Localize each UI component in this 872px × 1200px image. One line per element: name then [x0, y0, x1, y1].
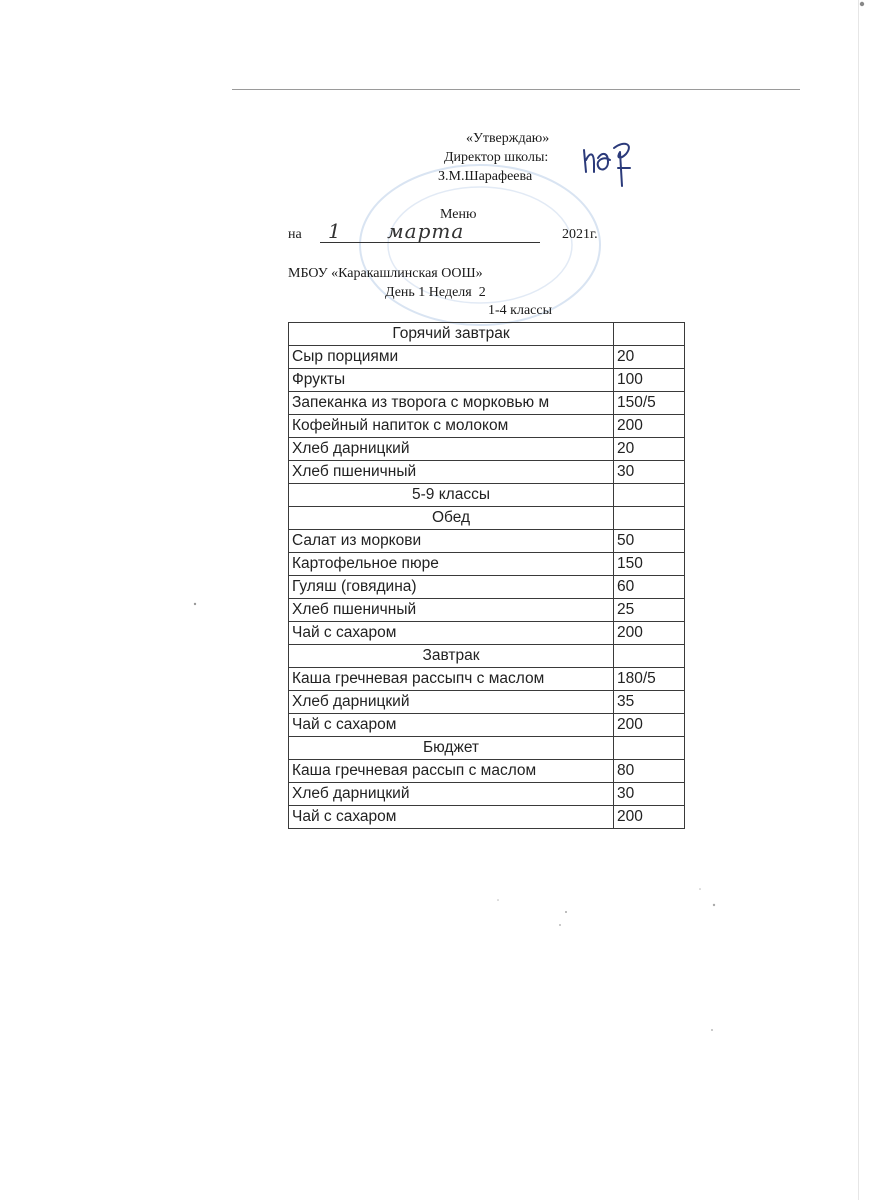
dish-name-cell: Кофейный напиток с молоком [289, 415, 614, 438]
table-row [289, 415, 685, 438]
table-row [289, 714, 685, 737]
dish-name-cell: Гуляш (говядина) [289, 576, 614, 599]
dish-name-cell: Чай с сахаром [289, 622, 614, 645]
dish-name-cell: Хлеб дарницкий [289, 783, 614, 806]
portion-weight-cell: 60 [614, 576, 685, 599]
table-section-row [289, 323, 685, 346]
portion-weight-cell [614, 507, 685, 530]
dish-name-cell: Хлеб пшеничный [289, 461, 614, 484]
dish-name-cell: Чай с сахаром [289, 714, 614, 737]
portion-weight-cell: 100 [614, 369, 685, 392]
table-row [289, 783, 685, 806]
date-row [288, 219, 618, 249]
portion-weight-cell: 30 [614, 461, 685, 484]
portion-weight-cell: 150/5 [614, 392, 685, 415]
section-heading-cell: Завтрак [289, 645, 614, 668]
portion-weight-cell [614, 645, 685, 668]
approval-position: Директор школы: [444, 150, 549, 165]
portion-weight-cell [614, 323, 685, 346]
section-heading-cell: Обед [289, 507, 614, 530]
dish-name-cell: Запеканка из творога с морковью м [289, 392, 614, 415]
table-row [289, 438, 685, 461]
portion-weight-cell: 200 [614, 714, 685, 737]
table-row [289, 622, 685, 645]
table-row [289, 369, 685, 392]
table-section-row [289, 737, 685, 760]
table-row [289, 691, 685, 714]
dish-name-cell: Чай с сахаром [289, 806, 614, 829]
portion-weight-cell: 80 [614, 760, 685, 783]
dish-name-cell: Картофельное пюре [289, 553, 614, 576]
menu-title: Меню [440, 207, 477, 222]
portion-weight-cell: 200 [614, 806, 685, 829]
table-section-row [289, 484, 685, 507]
day-week-label: День 1 Неделя 2 [385, 285, 486, 300]
grade-label: 1-4 классы [488, 303, 552, 318]
dish-name-cell: Фрукты [289, 369, 614, 392]
handwritten-date [328, 219, 464, 243]
section-heading-cell: Бюджет [289, 737, 614, 760]
dish-name-cell: Хлеб дарницкий [289, 438, 614, 461]
portion-weight-cell: 150 [614, 553, 685, 576]
table-row [289, 576, 685, 599]
portion-weight-cell [614, 484, 685, 507]
school-name: МБОУ «Каракашлинская ООШ» [288, 266, 483, 281]
approval-heading: «Утверждаю» [466, 131, 550, 146]
portion-weight-cell: 200 [614, 622, 685, 645]
portion-weight-cell [614, 737, 685, 760]
date-prefix: на [288, 227, 302, 242]
portion-weight-cell: 200 [614, 415, 685, 438]
director-signature [580, 138, 640, 190]
dish-name-cell: Салат из моркови [289, 530, 614, 553]
table-row [289, 346, 685, 369]
dish-name-cell: Хлеб пшеничный [289, 599, 614, 622]
portion-weight-cell: 30 [614, 783, 685, 806]
approval-director-name: З.М.Шарафеева [438, 169, 533, 184]
table-row [289, 461, 685, 484]
portion-weight-cell: 50 [614, 530, 685, 553]
table-row [289, 599, 685, 622]
portion-weight-cell: 180/5 [614, 668, 685, 691]
portion-weight-cell: 20 [614, 438, 685, 461]
table-row [289, 392, 685, 415]
handwritten-day: 1 [328, 219, 342, 243]
table-row [289, 530, 685, 553]
table-section-row [289, 507, 685, 530]
dish-name-cell: Каша гречневая рассып с маслом [289, 760, 614, 783]
dish-name-cell: Каша гречневая рассыпч с маслом [289, 668, 614, 691]
section-heading-cell: Горячий завтрак [289, 323, 614, 346]
table-row [289, 806, 685, 829]
table-row [289, 760, 685, 783]
scan-top-edge-line [232, 89, 800, 90]
table-section-row [289, 645, 685, 668]
table-row [289, 553, 685, 576]
portion-weight-cell: 35 [614, 691, 685, 714]
date-year: 2021г. [562, 227, 598, 242]
dish-name-cell: Хлеб дарницкий [289, 691, 614, 714]
portion-weight-cell: 20 [614, 346, 685, 369]
menu-table [288, 322, 685, 829]
portion-weight-cell: 25 [614, 599, 685, 622]
scan-right-edge [858, 0, 859, 1200]
table-row [289, 668, 685, 691]
section-heading-cell: 5-9 классы [289, 484, 614, 507]
handwritten-month: марта [387, 219, 465, 243]
dish-name-cell: Сыр порциями [289, 346, 614, 369]
